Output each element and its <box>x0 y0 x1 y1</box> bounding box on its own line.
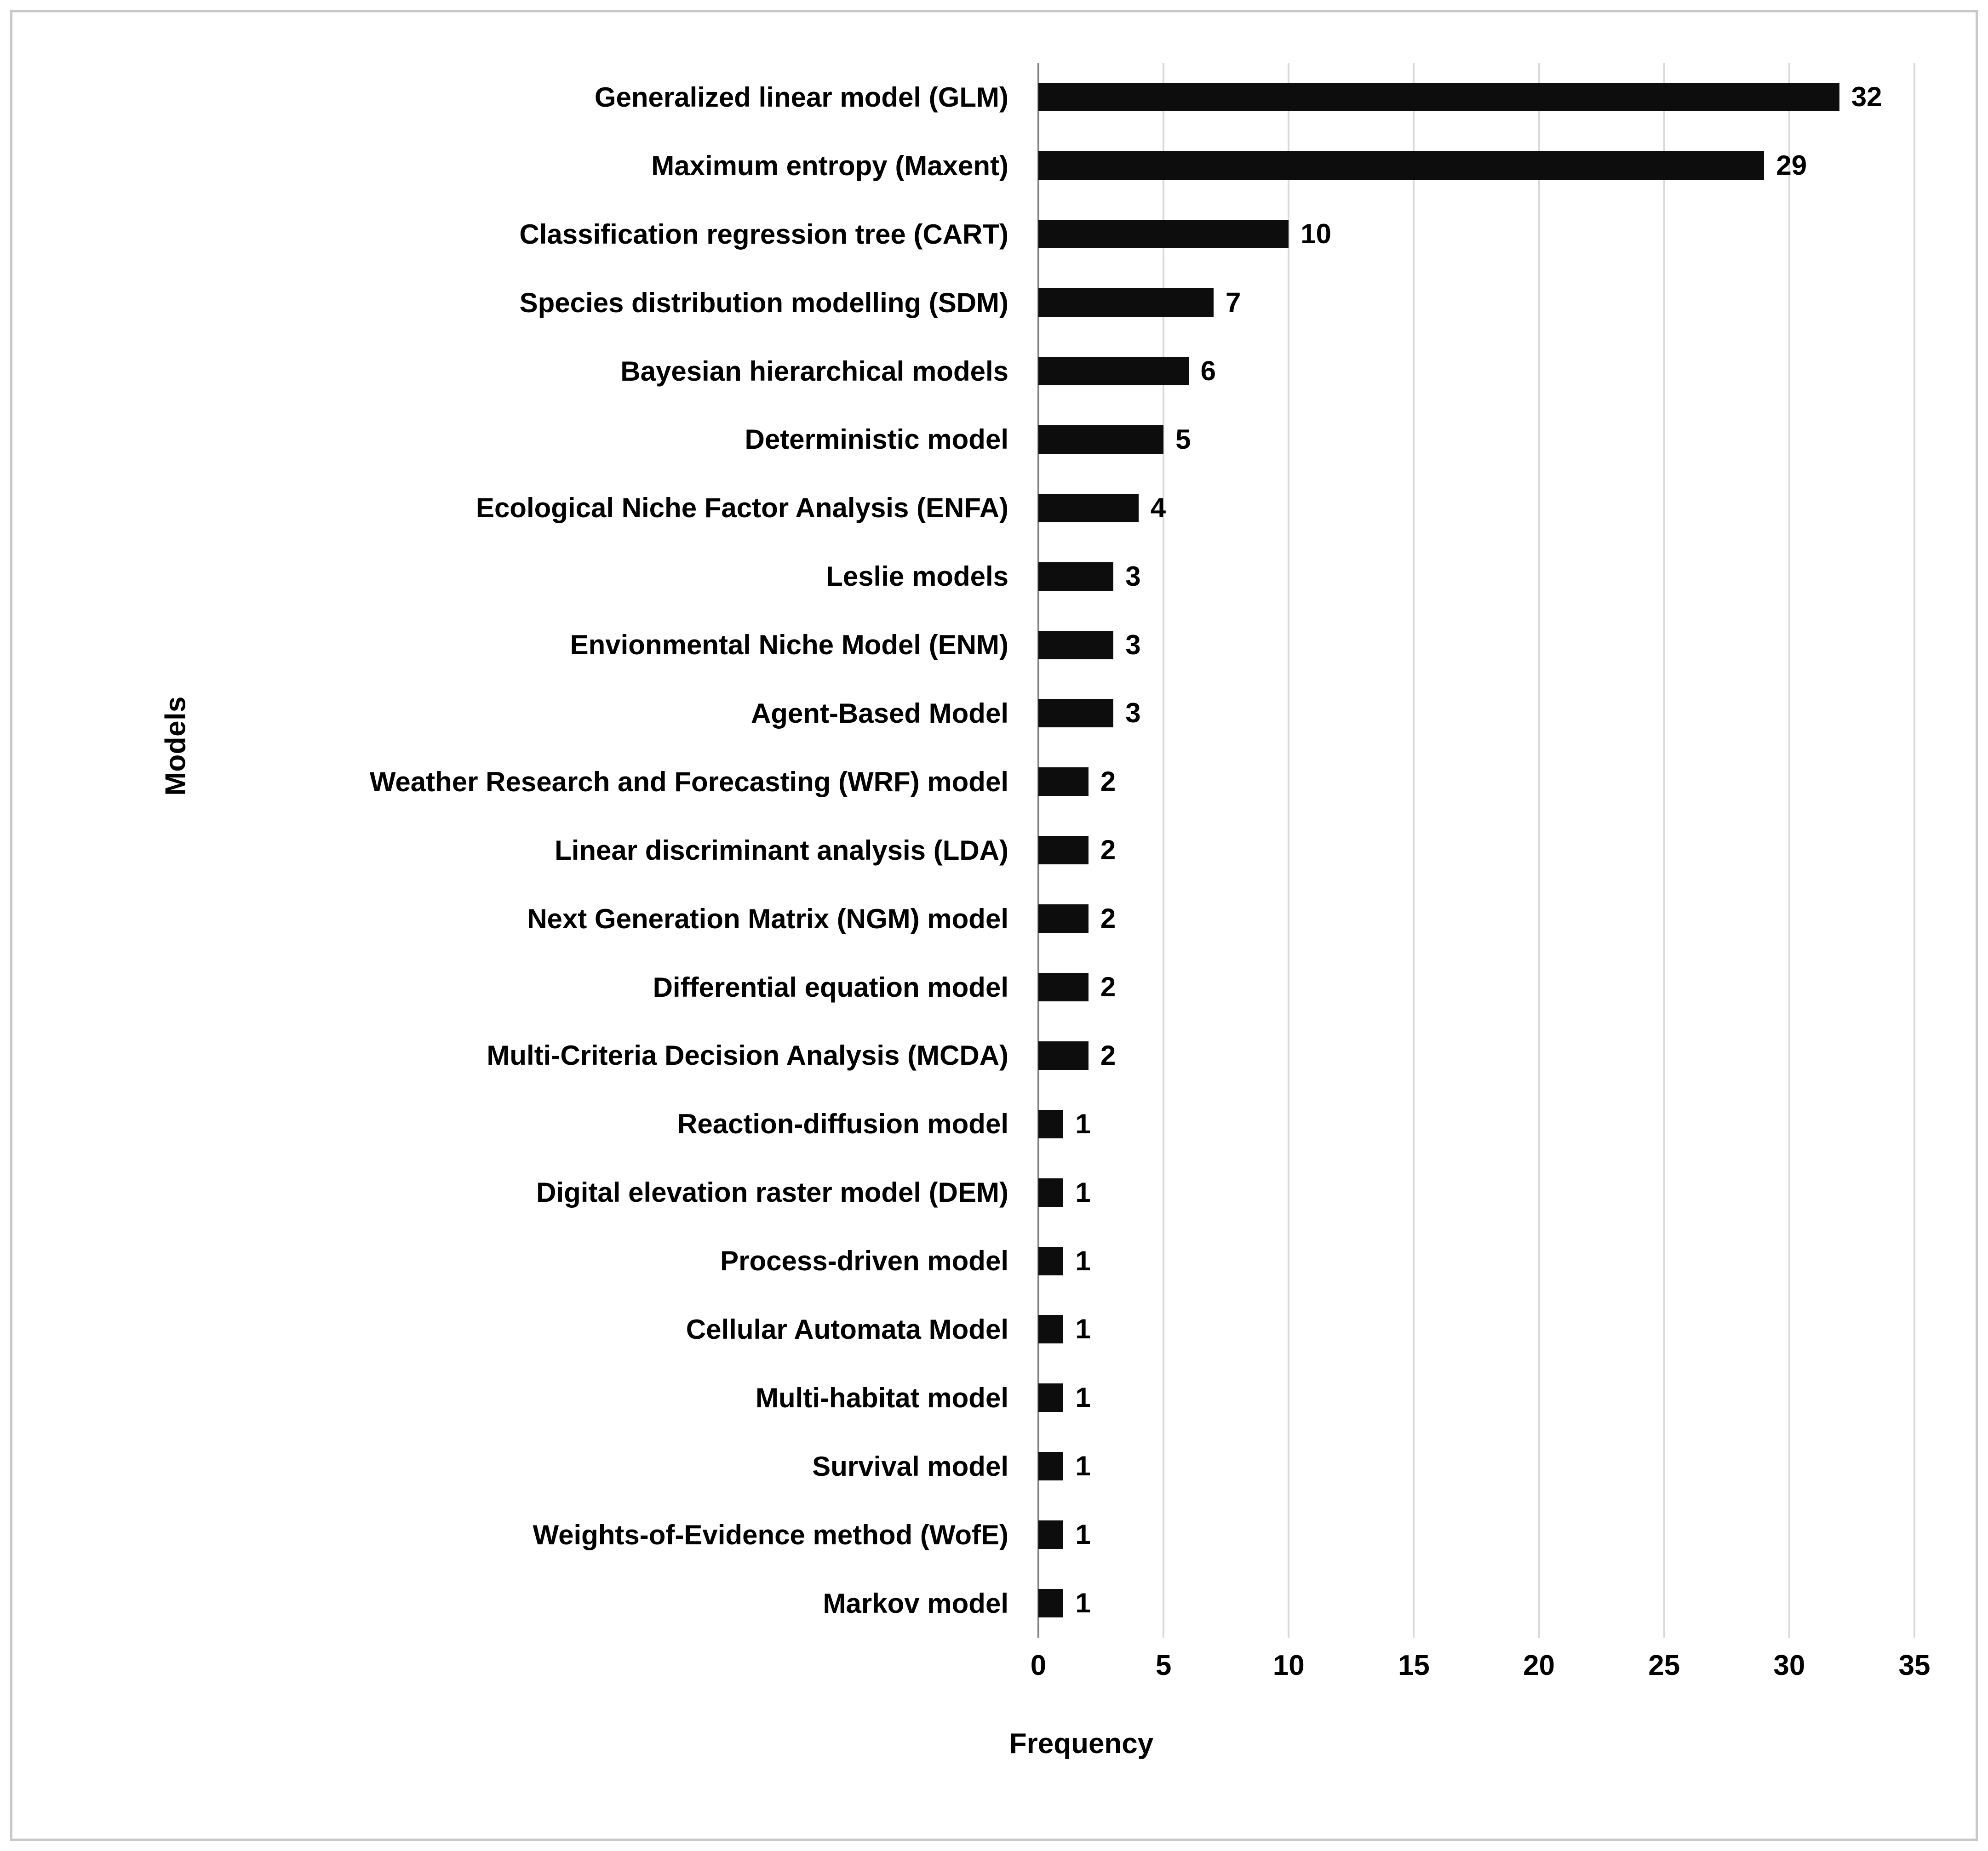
gridline-20 <box>1538 63 1540 1638</box>
category-axis-labels <box>150 63 1024 1638</box>
category-label: Weather Research and Forecasting (WRF) model <box>369 766 1008 797</box>
bar-value-label: 4 <box>1150 492 1166 523</box>
x-tick-label: 20 <box>1523 1650 1555 1681</box>
bar[interactable] <box>1038 357 1189 385</box>
bar-row <box>1038 1569 1914 1638</box>
bar-value-label: 2 <box>1100 766 1116 797</box>
bar[interactable] <box>1038 1452 1063 1480</box>
category-label: Species distribution modelling (SDM) <box>519 287 1008 318</box>
bar-row <box>1038 1021 1914 1090</box>
bar[interactable] <box>1038 904 1089 933</box>
bar-value-label: 3 <box>1125 697 1141 729</box>
bar[interactable] <box>1038 1041 1089 1070</box>
x-tick-label: 5 <box>1155 1650 1172 1681</box>
category-label: Next Generation Matrix (NGM) model <box>527 903 1008 934</box>
bar-value-label: 2 <box>1100 834 1116 866</box>
category-label: Ecological Niche Factor Analysis (ENFA) <box>476 492 1008 524</box>
bar-row <box>1038 953 1914 1022</box>
gridline-25 <box>1663 63 1665 1638</box>
category-label: Markov model <box>823 1588 1008 1619</box>
bar-row <box>1038 63 1914 131</box>
bar[interactable] <box>1038 151 1764 180</box>
bar[interactable] <box>1038 631 1113 659</box>
bar[interactable] <box>1038 220 1289 248</box>
category-label: Agent-Based Model <box>751 697 1008 729</box>
gridline-30 <box>1788 63 1790 1638</box>
category-label: Survival model <box>812 1451 1008 1482</box>
category-label: Multi-Criteria Decision Analysis (MCDA) <box>487 1040 1008 1071</box>
chart-plot-area <box>12 12 1976 1839</box>
category-label: Maximum entropy (Maxent) <box>651 150 1008 181</box>
bar-row <box>1038 611 1914 679</box>
bar-value-label: 6 <box>1200 355 1216 386</box>
bar[interactable] <box>1038 494 1139 522</box>
bar-row <box>1038 1158 1914 1227</box>
bar-row <box>1038 1501 1914 1569</box>
gridline-15 <box>1413 63 1415 1638</box>
bar-row <box>1038 200 1914 269</box>
bar[interactable] <box>1038 425 1163 454</box>
category-label: Digital elevation raster model (DEM) <box>536 1177 1008 1208</box>
bar[interactable] <box>1038 562 1113 591</box>
gridline-10 <box>1288 63 1289 1638</box>
category-label: Weights-of-Evidence method (WofE) <box>533 1519 1008 1550</box>
bar-value-label: 1 <box>1075 1177 1091 1208</box>
bar[interactable] <box>1038 1383 1063 1412</box>
bar-value-label: 1 <box>1075 1314 1091 1345</box>
x-tick-label: 10 <box>1272 1650 1305 1681</box>
bar-value-label: 1 <box>1075 1451 1091 1482</box>
bar[interactable] <box>1038 1247 1063 1275</box>
category-label: Multi-habitat model <box>756 1382 1008 1413</box>
bar-row <box>1038 474 1914 542</box>
x-axis-title-text: Frequency <box>1009 1728 1154 1760</box>
category-label: Reaction-diffusion model <box>677 1108 1008 1140</box>
bar[interactable] <box>1038 288 1214 317</box>
bar-row <box>1038 131 1914 200</box>
category-label: Leslie models <box>826 561 1008 592</box>
bar-row <box>1038 1432 1914 1501</box>
bar[interactable] <box>1038 836 1089 864</box>
bar-value-label: 32 <box>1851 81 1882 113</box>
bar-value-label: 2 <box>1100 971 1116 1003</box>
bar-value-label: 3 <box>1125 629 1141 660</box>
bar-value-label: 2 <box>1100 1040 1116 1071</box>
x-axis-tick-labels <box>1030 1649 1931 1691</box>
category-label: Bayesian hierarchical models <box>620 355 1008 387</box>
category-label: Classification regression tree (CART) <box>519 218 1008 250</box>
bar-row <box>1038 337 1914 406</box>
bar-row <box>1038 1090 1914 1158</box>
bar-row <box>1038 1227 1914 1295</box>
bar-value-label: 1 <box>1075 1245 1091 1276</box>
bar[interactable] <box>1038 1589 1063 1617</box>
bar-row <box>1038 679 1914 748</box>
bar[interactable] <box>1038 1315 1063 1343</box>
bar[interactable] <box>1038 767 1089 796</box>
bar-value-label: 1 <box>1075 1108 1091 1139</box>
bar[interactable] <box>1038 699 1113 727</box>
category-label: Process-driven model <box>720 1245 1008 1277</box>
category-label: Cellular Automata Model <box>686 1314 1008 1345</box>
category-label: Differential equation model <box>653 971 1008 1003</box>
bar[interactable] <box>1038 1178 1063 1207</box>
y-axis-title: Models <box>160 696 192 796</box>
bar[interactable] <box>1038 83 1839 111</box>
category-label: Linear discriminant analysis (LDA) <box>555 834 1008 866</box>
x-tick-label: 0 <box>1030 1650 1047 1681</box>
bar-value-label: 1 <box>1075 1519 1091 1550</box>
gridline-35 <box>1914 63 1915 1638</box>
bar-row <box>1038 885 1914 953</box>
bar[interactable] <box>1038 1520 1063 1549</box>
bar-row <box>1038 269 1914 337</box>
bar-row <box>1038 816 1914 885</box>
bars-container <box>1038 63 1914 1638</box>
bar-value-label: 3 <box>1125 560 1141 592</box>
category-label: Generalized linear model (GLM) <box>594 81 1008 113</box>
bar-row <box>1038 405 1914 474</box>
bar-rows <box>1038 63 1914 1638</box>
category-label: Deterministic model <box>745 424 1008 455</box>
bar-value-label: 10 <box>1301 218 1332 250</box>
x-tick-label: 30 <box>1773 1650 1805 1681</box>
bar-value-label: 29 <box>1776 150 1807 181</box>
bar-row <box>1038 542 1914 611</box>
bar-value-label: 5 <box>1175 423 1191 455</box>
bar[interactable] <box>1038 1110 1063 1138</box>
x-tick-label: 15 <box>1398 1650 1430 1681</box>
bar-value-label: 7 <box>1226 287 1241 318</box>
category-label: Envionmental Niche Model (ENM) <box>570 629 1008 661</box>
x-axis-title <box>12 1727 1976 1760</box>
chart-border <box>10 10 1978 1841</box>
bar-value-label: 2 <box>1100 903 1116 934</box>
x-tick-label: 25 <box>1648 1650 1680 1681</box>
bar-row <box>1038 748 1914 816</box>
bar-row <box>1038 1295 1914 1364</box>
x-tick-label: 35 <box>1898 1650 1931 1681</box>
bar[interactable] <box>1038 973 1089 1001</box>
bar-row <box>1038 1364 1914 1432</box>
bar-value-label: 1 <box>1075 1588 1091 1619</box>
bar-value-label: 1 <box>1075 1382 1091 1413</box>
